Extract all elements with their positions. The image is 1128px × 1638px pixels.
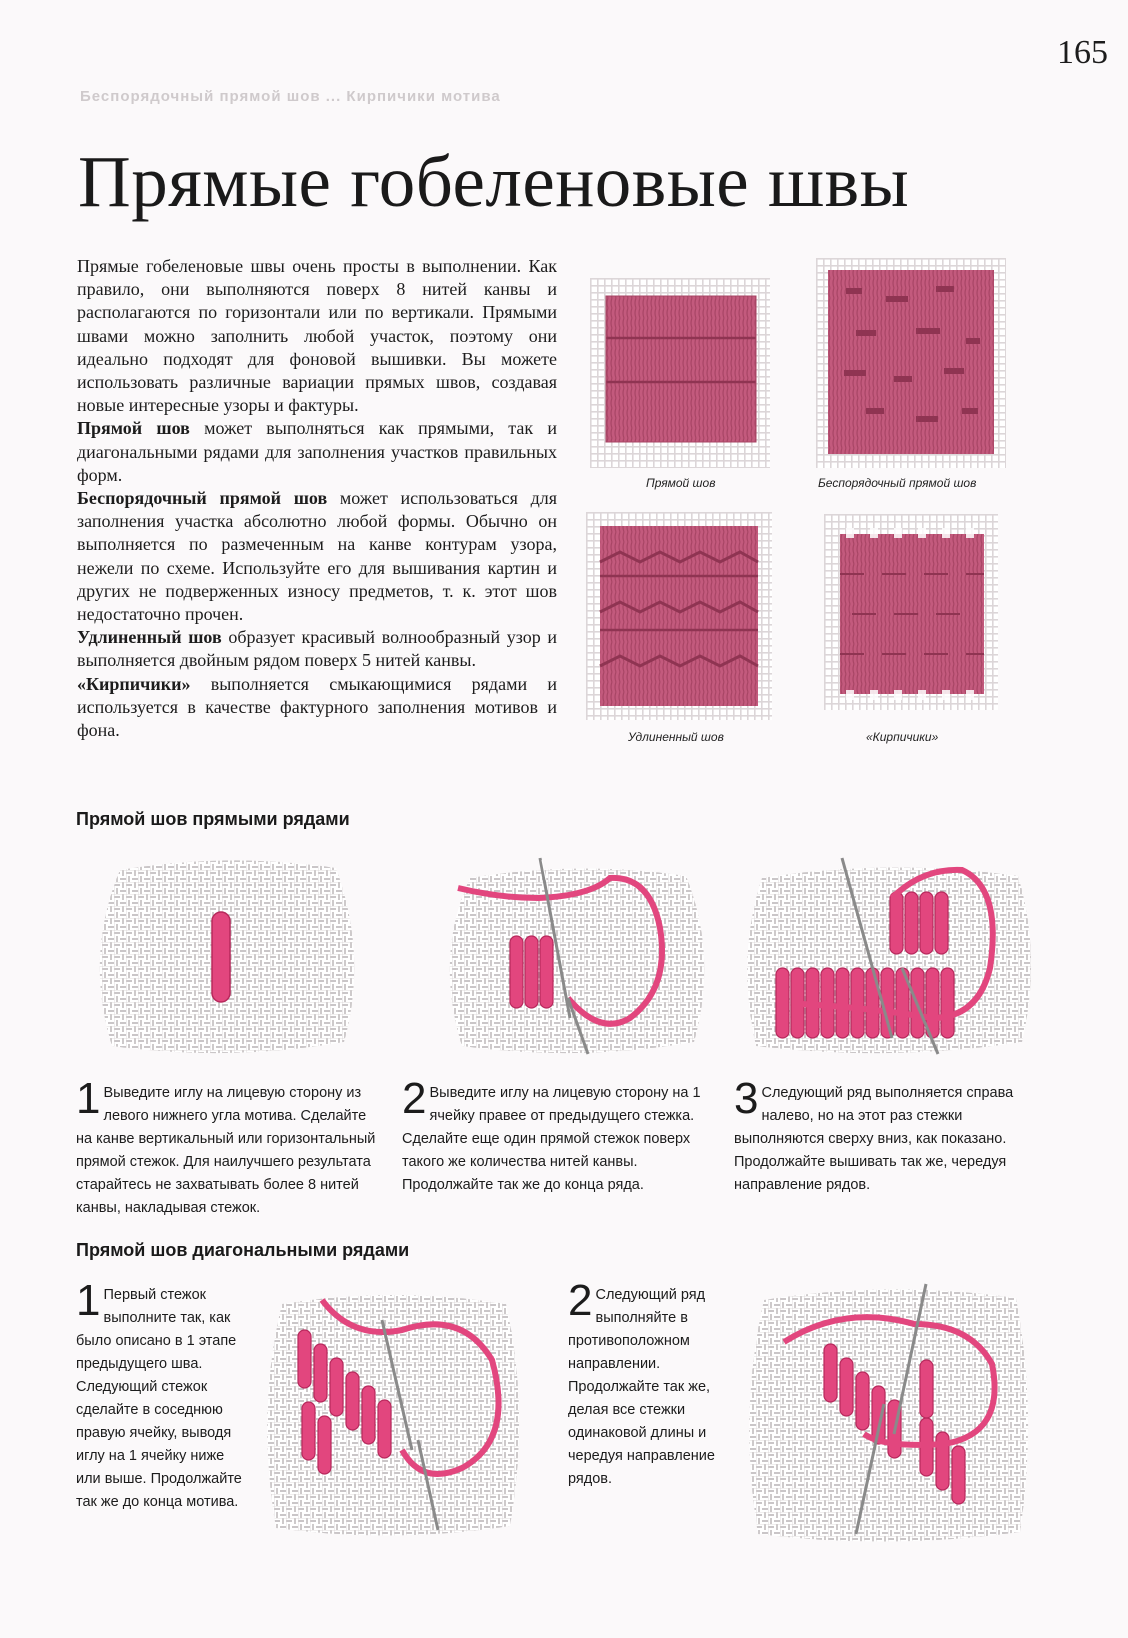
step-2-straight-rows [402, 1074, 704, 1197]
intro-paragraph-1: Прямые гобеленовые швы очень просты в выполнении. Как правило, они выполняются поверх 8 нитей канвы и располагаются по горизонтали или по вертикали. Прямыми швами можно заполнить любой участок, поэтому они идеально подходят для фоновой вышивки. Вы можете использовать различные вариации прямых швов, создавая новые интересные узоры и фактуры. [77, 256, 557, 416]
diag-step-2-text: Следующий ряд выполняйте в противоположном направлении. Продолжайте так же, делая все стежки одинаковой длины и чередуя направление рядов. [568, 1287, 715, 1487]
step-3-straight-rows [734, 1074, 1034, 1197]
intro-paragraph-2 [77, 417, 557, 487]
step-1-diagonal-rows [76, 1276, 250, 1514]
swatch-long-stitch [586, 512, 772, 720]
page-title: Прямые гобеленовые швы [78, 141, 910, 222]
step-2-diagonal-rows [568, 1276, 722, 1491]
intro-paragraph-4 [77, 626, 557, 672]
diagram-4-image [262, 1290, 524, 1540]
diagram-5-image [744, 1284, 1034, 1546]
step-1-number: 1 [76, 1074, 101, 1123]
step-1-straight-rows [76, 1074, 382, 1220]
caption-brick-stitch: «Кирпичики» [866, 730, 939, 744]
diagram-straight-rows-step3 [742, 858, 1038, 1054]
swatch-random-straight-stitch [816, 258, 1006, 468]
intro-paragraph-5 [77, 673, 557, 743]
intro-text [77, 255, 557, 742]
swatch-long-image [586, 512, 772, 720]
diag-step-1-text: Первый стежок выполните так, как было описано в 1 этапе предыдущего шва. Следующий стежок сделайте в соседнюю правую ячейку, выводя иглу на 1 ячейку ниже или выше. Продолжайте так же до конца мотива. [76, 1287, 242, 1510]
step-3-text: Следующий ряд выполняется справа налево, но на этот раз стежки выполняются сверху вниз, как показано. Продолжайте вышивать так же, чередуя направление рядов. [734, 1085, 1014, 1193]
term-random-straight-stitch: Беспорядочный прямой шов [77, 488, 328, 509]
page-number: 165 [1057, 34, 1108, 71]
caption-straight-stitch: Прямой шов [646, 476, 716, 490]
diagram-3-image [742, 858, 1038, 1054]
diag-step-1-number: 1 [76, 1276, 101, 1325]
diagram-1-image [90, 858, 366, 1054]
step-3-number: 3 [734, 1074, 759, 1123]
term-long-stitch: Удлиненный шов [77, 627, 222, 648]
diagram-2-image [440, 858, 716, 1054]
section-heading-straight-rows: Прямой шов прямыми рядами [76, 809, 350, 829]
swatch-straight-stitch-image [590, 278, 770, 468]
diagram-straight-rows-step1 [90, 858, 366, 1054]
bleed-through-text: Беспорядочный прямой шов ... Кирпичики мотива [80, 88, 501, 105]
term-straight-stitch: Прямой шов [77, 418, 190, 439]
diagram-straight-rows-step2 [440, 858, 716, 1054]
caption-random-straight-stitch: Беспорядочный прямой шов [818, 476, 977, 490]
diagram-diagonal-rows-step1 [262, 1290, 524, 1540]
swatch-brick-image [824, 514, 998, 710]
diagram-diagonal-rows-step2 [744, 1284, 1034, 1546]
step-2-number: 2 [402, 1074, 427, 1123]
diag-step-2-number: 2 [568, 1276, 593, 1325]
swatch-random-image [816, 258, 1006, 468]
swatch-straight-stitch [590, 278, 770, 468]
step-1-text: Выведите иглу на лицевую сторону из левого нижнего угла мотива. Сделайте на канве вертикальный или горизонтальный прямой стежок. Для наилучшего результата старайтесь не захватывать более 8 нитей канвы, накладывая стежок. [76, 1085, 376, 1216]
term-brick-stitch: «Кирпичики» [77, 673, 191, 694]
intro-paragraph-5-text: выполняется смыкающимися рядами и используется в качестве фактурного заполнения мотивов и фона. [77, 673, 557, 741]
intro-paragraph-4-text: образует красивый волнообразный узор и выполняется двойным рядом поверх 5 нитей канвы. [77, 627, 557, 671]
step-2-text: Выведите иглу на лицевую сторону на 1 ячейку правее от предыдущего стежка. Сделайте еще один прямой стежок поверх такого же количества нитей канвы. Продолжайте так же до конца ряда. [402, 1085, 701, 1193]
swatch-brick-stitch [824, 514, 998, 710]
intro-paragraph-3-text: может использоваться для заполнения участка абсолютно любой формы. Обычно он выполняется по размеченным на канве контурам узора, нежели по схеме. Используйте его для вышивания картин и других не подверженных износу предметов, т. к. этот шов недостаточно прочен. [77, 488, 557, 625]
caption-long-stitch: Удлиненный шов [628, 730, 724, 744]
intro-paragraph-2-text: может выполняться как прямыми, так и диагональными рядами для заполнения участков правильных форм. [77, 418, 557, 485]
intro-paragraph-3 [77, 487, 557, 626]
section-heading-diagonal-rows: Прямой шов диагональными рядами [76, 1240, 410, 1260]
